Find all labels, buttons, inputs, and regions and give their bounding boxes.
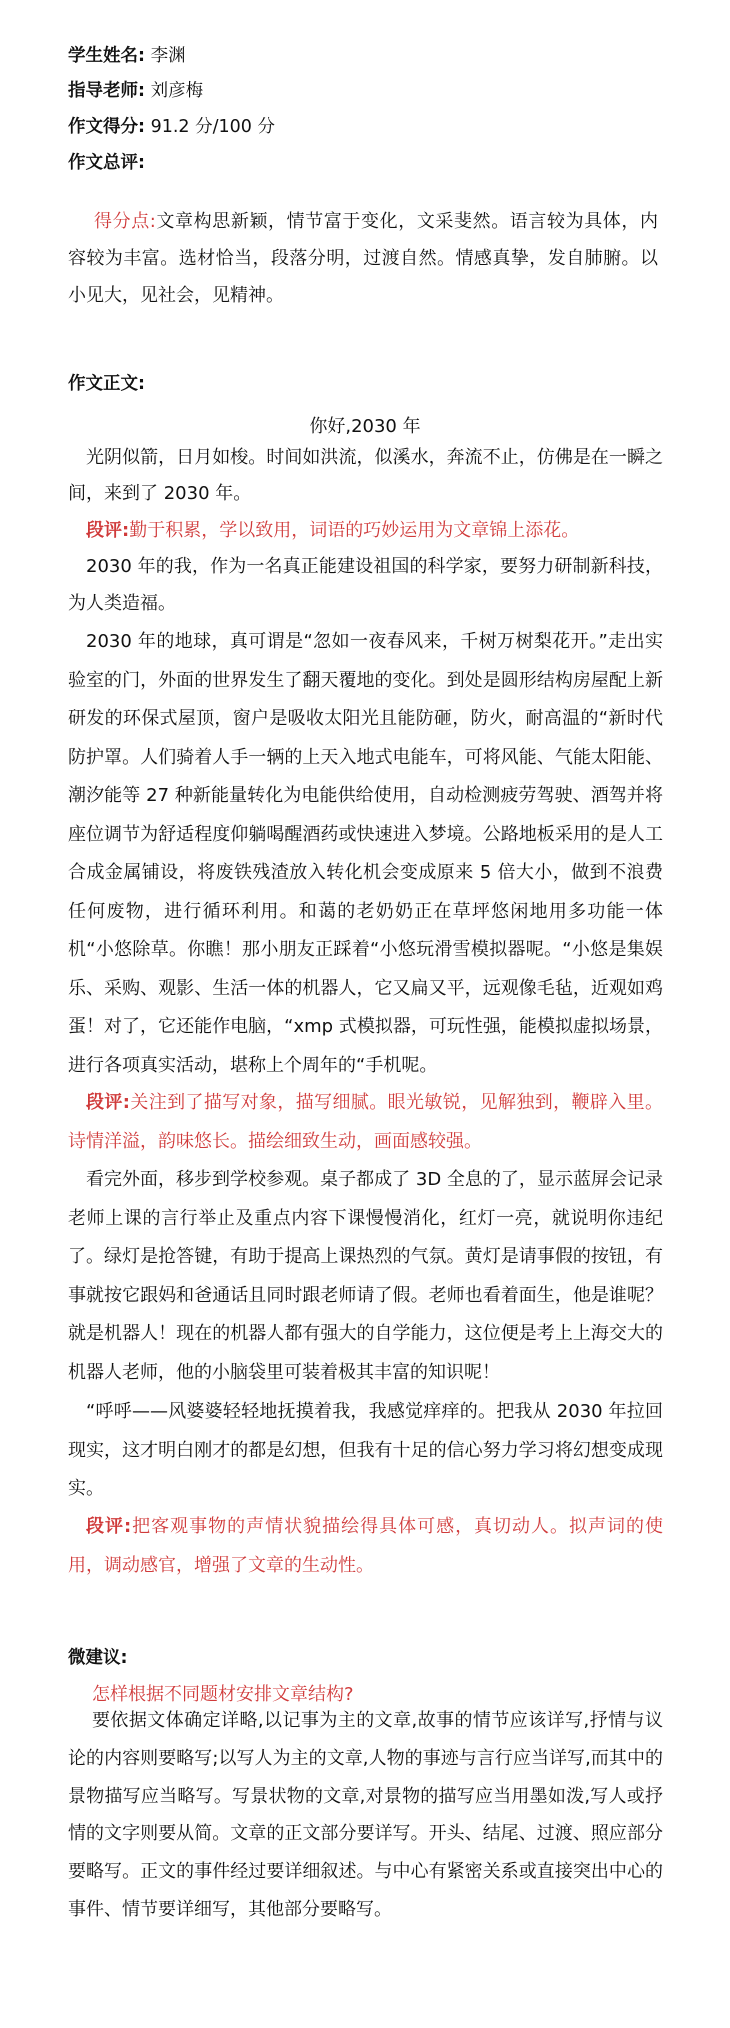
- essay-paragraph-2: 2030 年的我，作为一名真正能建设祖国的科学家，要努力研制新科技，为人类造福。: [68, 556, 663, 614]
- score-label: 作文得分:: [68, 117, 145, 137]
- score-value: 91.2 分/100 分: [150, 117, 275, 137]
- essay-paragraph-1: 光阴似箭，日月如梭。时间如洪流，似溪水，奔流不止，仿佛是在一瞬之间，来到了 2030 年。: [68, 447, 663, 504]
- essay-section-heading: 作文正文:: [68, 374, 145, 394]
- essay-paragraph-5: “呼呼——风婆婆轻轻地抚摸着我，我感觉痒痒的。把我从 2030 年拉回现实，这才明白刚才的都是幻想，但我有十足的信心努力学习将幻想变成现实。: [68, 1401, 663, 1499]
- student-name: 李渊: [150, 46, 186, 66]
- teacher-name: 刘彦梅: [150, 81, 204, 101]
- score-row: [68, 116, 275, 138]
- essay-paragraph-3: 2030 年的地球，真可谓是“忽如一夜春风来，千树万树梨花开。”走出实验室的门，外面的世界发生了翻天覆地的变化。到处是圆形结构房屋配上新研发的环保式屋顶，窗户是吸收太阳光且能防砸，防火，耐高温的“新时代防护罩。人们骑着人手一辆的上天入地式电能车，可将风能、气能太阳能、潮汐能等 27 种新能量转化为电能供给使用，自动检测疲劳驾驶、酒驾并将座位调节为舒适程度仰躺喝醒酒药或快速进入梦境。公路地板采用的是人工合成金属铺设，将废铁残渣放入转化机会变成原来 5 倍大小，做到不浪费任何废物，进行循环利用。和蔼的老奶奶正在草坪悠闲地用多功能一体机“小悠除草。你瞧！那小朋友正踩着“小悠玩滑雪模拟器呢。“小悠是集娱乐、采购、观影、生活一体的机器人，它又扁又平，远观像毛毡，近观如鸡蛋！对了，它还能作电脑，“xmp 式模拟器，可玩性强，能模拟虚拟场景，进行各项真实活动，堪称上个周年的“手机呢。: [68, 631, 663, 1076]
- essay-title: 你好,2030 年: [309, 416, 421, 437]
- advice-text: 要依据文体确定详略,以记事为主的文章,故事的情节应该详写,抒情与议论的内容则要略写;以写人为主的文章,人物的事迹与言行应当详写,而其中的景物描写应当略写。写景状物的文章,对景物的描写应当用墨如泼,写人或抒情的文字则要从简。文章的正文部分要详写。开头、结尾、过渡、照应部分要略写。正文的事件经过要详细叙述。与中心有紧密关系或直接突出中心的事件、情节要详细写，其他部分要略写。: [68, 1710, 663, 1920]
- paragraph-comment-3-text: 把客观事物的声情状貌描绘得具体可感，真切动人。拟声词的使用，调动感官，增强了文章的生动性。: [68, 1516, 663, 1576]
- review-heading: 作文总评:: [68, 153, 145, 173]
- paragraph-comment-2-text: 关注到了描写对象，描写细腻。眼光敏锐，见解独到，鞭辟入里。诗情洋溢，韵味悠长。描绘细致生动，画面感较强。: [68, 1092, 664, 1152]
- advice-section-heading: 微建议:: [68, 1648, 128, 1668]
- paragraph-comment-1-text: 勤于积累，学以致用，词语的巧妙运用为文章锦上添花。: [129, 520, 580, 541]
- paragraph-comment-2: [68, 1084, 663, 1161]
- advice-question: 怎样根据不同题材安排文章结构?: [92, 1684, 354, 1705]
- student-row: [68, 45, 186, 67]
- student-label: 学生姓名:: [68, 46, 145, 66]
- paragraph-comment-3-label: 段评:: [86, 1516, 132, 1537]
- teacher-label: 指导老师:: [68, 81, 145, 101]
- paragraph-comment-2-label: 段评:: [86, 1092, 130, 1113]
- teacher-row: [68, 80, 203, 102]
- paragraph-comment-1-label: 段评:: [86, 520, 130, 541]
- paragraph-comment-3: [68, 1508, 663, 1585]
- overall-review-text: 文章构思新颖，情节富于变化，文采斐然。语言较为具体，内容较为丰富。选材恰当，段落分明，过渡自然。情感真挚，发自肺腑。以小见大，见社会，见精神。: [68, 211, 658, 306]
- overall-review-label: 得分点:: [94, 211, 156, 232]
- paragraph-comment-1: [68, 513, 663, 549]
- essay-paragraph-4: 看完外面，移步到学校参观。桌子都成了 3D 全息的了，显示蓝屏会记录老师上课的言行举止及重点内容下课慢慢消化，红灯一亮，就说明你违纪了。绿灯是抢答键，有助于提高上课热烈的气氛。黄灯是请事假的按钮，有事就按它跟妈和爸通话且同时跟老师请了假。老师也看着面生，他是谁呢？就是机器人！现在的机器人都有强大的自学能力，这位便是考上上海交大的机器人老师，他的小脑袋里可装着极其丰富的知识呢！: [68, 1169, 663, 1383]
- overall-review: [68, 203, 658, 314]
